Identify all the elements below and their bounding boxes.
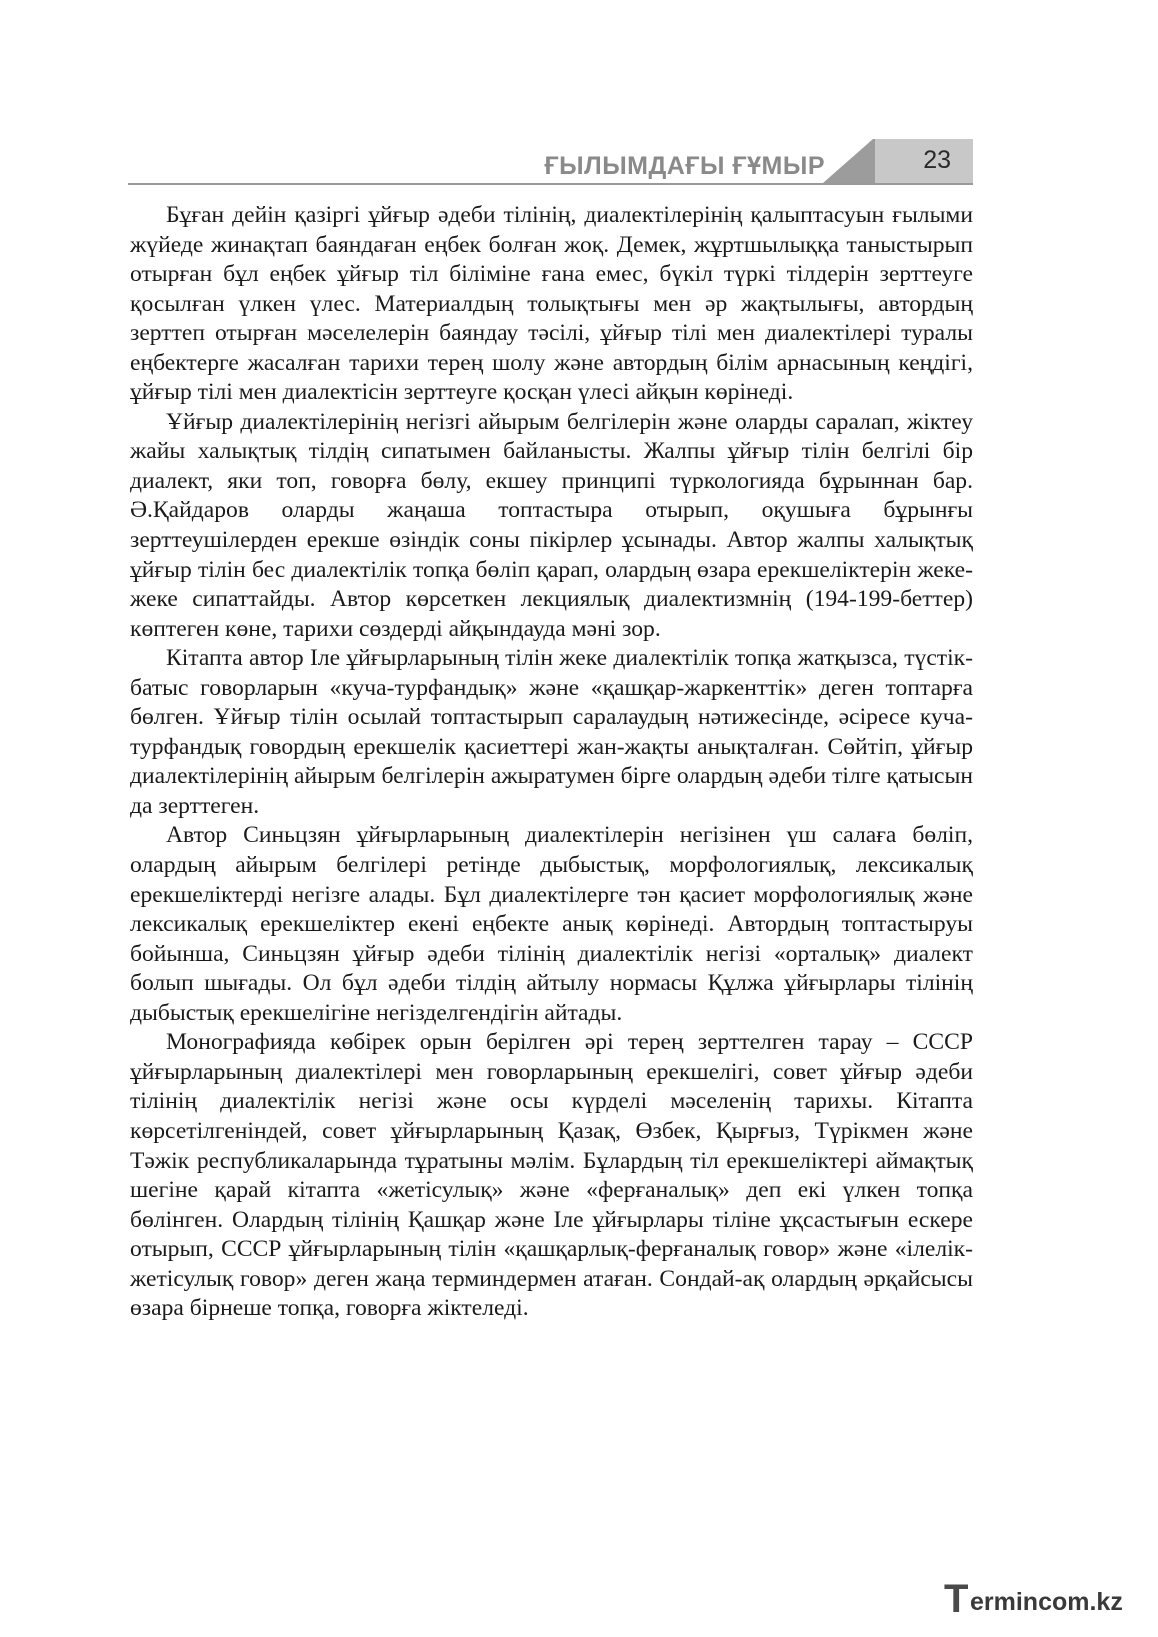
paragraph: Автор Синьцзян ұйғырларының диалектілерін негізінен үш салаға бөліп, олардың айырым белгілері ретінде дыбыстық, морфологиялық, лексикалық ерекшеліктерді негізге алады. Бұл диалектілерге тән қасиет морфологиялық және лексикалық ерекшеліктер екені еңбекте анық көрінеді. Автордың топтастыруы бойынша, Синьцзян ұйғыр әдеби тілінің диалектілік негізі «орталық» диалект болып шығады. Ол бұл әдеби тілдің айтылу нормасы Құлжа ұйғырлары тілінің дыбыстық ерекшелігіне негізделгендігін айтады. — [130, 822, 973, 1026]
paragraph: Монографияда көбірек орын берілген әрі терең зерттелген тарау – СССР ұйғырларының диалектілері мен говорларының ерекшелігі, совет ұйғыр әдеби тілінің диалектілік негізі және осы күрделі мәселенің тарихы. Кітапта көрсетілгеніндей, совет ұйғырларының Қазақ, Өзбек, Қырғыз, Түрікмен және Тәжік республикаларында тұратыны мәлім. Бұлардың тіл ерекшеліктері аймақтық шегіне қарай кітапта «жетісулық» және «ферғаналық» деп екі үлкен топқа бөлінген. Олардың тілінің Қашқар және Іле ұйғырлары тіліне ұқсастығын ескере отырып, СССР ұйғырларының тілін «қашқарлық-ферғаналық говор» және «ілелік-жетісулық говор» деген жаңа терминдермен атаған. Сондай-ақ олардың әрқайсысы өзара бірнеше топқа, говорға жіктеледі. — [130, 1029, 973, 1322]
paragraph: Бұған дейін қазіргі ұйғыр әдеби тілінің, диалектілерінің қалыптасуын ғылыми жүйеде жинақтап баяндаған еңбек болған жоқ. Демек, жұртшылыққа таныстырып отырған бұл еңбек ұйғыр тіл біліміне ғана емес, бүкіл түркі тілдерін зерттеуге қосылған үлкен үлес. Материалдың толықтығы мен әр жақтылығы, автордың зерттеп отырған мәселелерін баяндау тәсілі, ұйғыр тілі мен диалектілері туралы еңбектерге жасалған тарихи терең шолу және автордың білім арнасының кеңдігі, ұйғыр тілі мен диалектісін зерттеуге қосқан үлесі айқын көрінеді. — [130, 202, 973, 406]
watermark-logo — [944, 1577, 1144, 1622]
paragraph: Кітапта автор Іле ұйғырларының тілін жеке диалектілік топқа жатқызса, түстік-батыс говорларын «куча-турфандық» және «қашқар-жаркенттік» деген топтарға бөлген. Ұйғыр тілін осылай топтастырып саралаудың нәтижесінде, әсіресе куча-турфандық говордың ерекшелік қасиеттері жан-жақты анықталған. Сөйтіп, ұйғыр диалектілерінің айырым белгілерін ажыратумен бірге олардың әдеби тілге қатысын да зерттеген. — [130, 645, 973, 819]
watermark-text: ermincom.kz — [970, 1588, 1123, 1616]
running-header — [128, 139, 973, 185]
header-rule — [128, 183, 973, 185]
page-number: 23 — [923, 146, 951, 174]
paragraph: Ұйғыр диалектілерінің негізгі айырым белгілерін және оларды саралап, жіктеу жайы халықтық тілдің сипатымен байланысты. Жалпы ұйғыр тілін белгілі бір диалект, яки топ, говорға бөлу, екшеу принципі түркологияда бұрыннан бар. Ә.Қайдаров оларды жаңаша топтастыра отырып, оқушыға бұрынғы зерттеушілерден ерекше өзіндік соны пікірлер ұсынады. Автор жалпы халықтық ұйғыр тілін бес диалектілік топқа бөліп қарап, олардың өзара ерекшеліктерін жеке-жеке сипаттайды. Автор көрсеткен лекциялық диалектизмнің (194-199-беттер) көптеген көне, тарихи сөздерді айқындауда мәні зор. — [130, 408, 973, 642]
body-text — [130, 201, 973, 1324]
watermark-letter-t: T — [944, 1577, 969, 1621]
running-header-title: ҒЫЛЫМДАҒЫ ҒҰМЫР — [544, 152, 825, 180]
